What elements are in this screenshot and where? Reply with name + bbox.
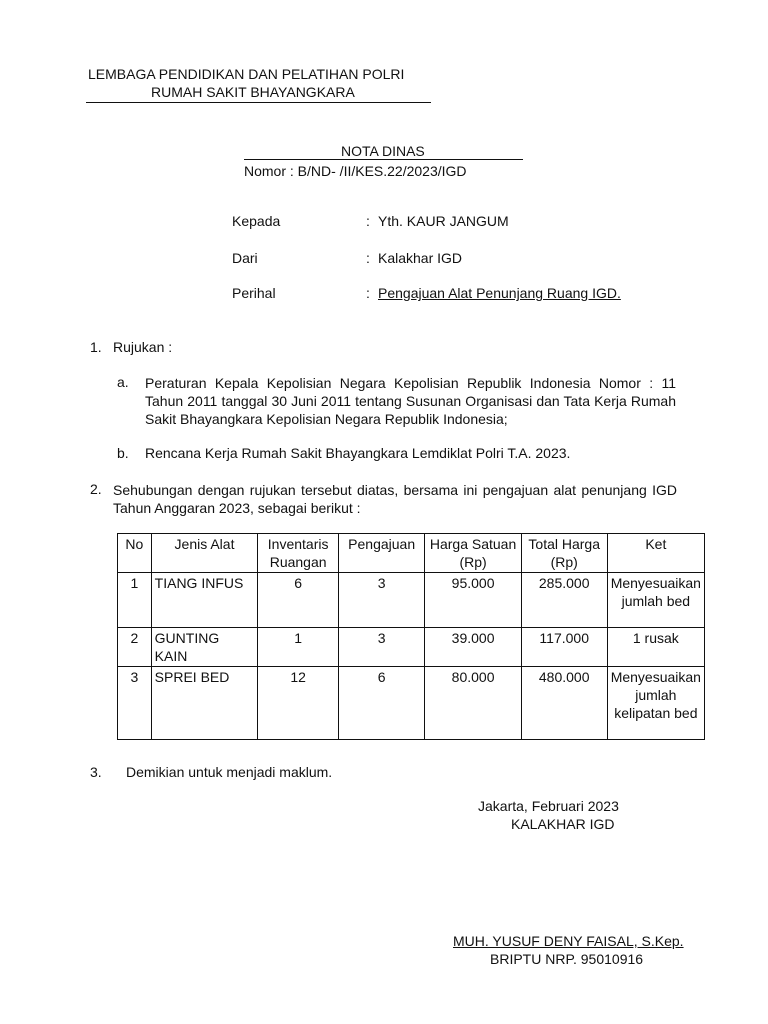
cell-request: 6 <box>338 667 425 740</box>
sender-colon: : <box>366 250 370 266</box>
signature-position: KALAKHAR IGD <box>511 816 615 832</box>
table-header-row <box>118 534 705 573</box>
cell-unit-price: 39.000 <box>425 628 521 667</box>
cell-request: 3 <box>338 573 425 628</box>
equipment-table <box>117 533 705 740</box>
document-number: Nomor : B/ND- /II/KES.22/2023/IGD <box>244 163 467 179</box>
header-underline <box>86 102 431 103</box>
cell-item: TIANG INFUS <box>151 573 258 628</box>
reference-a-letter: a. <box>117 374 129 390</box>
cell-inventory: 12 <box>258 667 339 740</box>
cell-inventory: 6 <box>258 573 339 628</box>
subject-value: Pengajuan Alat Penunjang Ruang IGD. <box>378 285 621 301</box>
table-row <box>118 667 705 740</box>
section3-number: 3. <box>90 764 102 780</box>
reference-a-text: Peraturan Kepala Kepolisian Negara Kepolisian Republik Indonesia Nomor : 11 Tahun 2011 tanggal 30 Juni 2011 tentang Susunan Organisasi dan Tata Kerja Rumah Sakit Bhayangkara Kepolisian Negara Republik Indonesia; <box>145 375 676 427</box>
section2-number: 2. <box>90 481 102 497</box>
sender-value: Kalakhar IGD <box>378 250 463 266</box>
sender-label: Dari <box>232 250 258 266</box>
table-row <box>118 573 705 628</box>
column-header-inventory: Inventaris Ruangan <box>258 534 339 573</box>
document-title: NOTA DINAS <box>341 143 425 159</box>
cell-total-price: 117.000 <box>521 628 607 667</box>
cell-inventory: 1 <box>258 628 339 667</box>
cell-no: 1 <box>118 573 152 628</box>
cell-no: 2 <box>118 628 152 667</box>
recipient-colon: : <box>366 213 370 229</box>
column-header-item: Jenis Alat <box>151 534 258 573</box>
subject-colon: : <box>366 285 370 301</box>
section3-text: Demikian untuk menjadi maklum. <box>126 764 333 780</box>
reference-b-text: Rencana Kerja Rumah Sakit Bhayangkara Lemdiklat Polri T.A. 2023. <box>145 445 571 461</box>
section1-number: 1. <box>90 339 102 355</box>
signatory-rank: BRIPTU NRP. 95010916 <box>490 951 644 967</box>
institution-name: LEMBAGA PENDIDIKAN DAN PELATIHAN POLRI <box>88 66 405 82</box>
column-header-notes: Ket <box>607 534 704 573</box>
cell-total-price: 480.000 <box>521 667 607 740</box>
signature-place-date: Jakarta, Februari 2023 <box>478 798 619 814</box>
title-underline <box>244 159 523 160</box>
column-header-total-price: Total Harga (Rp) <box>521 534 607 573</box>
cell-request: 3 <box>338 628 425 667</box>
reference-b-letter: b. <box>117 445 129 461</box>
recipient-label: Kepada <box>232 213 281 229</box>
column-header-request: Pengajuan <box>338 534 425 573</box>
cell-item: SPREI BED <box>151 667 258 740</box>
cell-notes: 1 rusak <box>607 628 704 667</box>
column-header-no: No <box>118 534 152 573</box>
section2-text: Sehubungan dengan rujukan tersebut diatas, bersama ini pengajuan alat penunjang IGD Tahun Anggaran 2023, sebagai berikut : <box>113 482 677 516</box>
signatory-name: MUH. YUSUF DENY FAISAL, S.Kep. <box>453 933 684 949</box>
subject-label: Perihal <box>232 285 276 301</box>
cell-item: GUNTING KAIN <box>151 628 258 667</box>
cell-notes: Menyesuaikan jumlah kelipatan bed <box>607 667 704 740</box>
cell-no: 3 <box>118 667 152 740</box>
table-row <box>118 628 705 667</box>
section1-title: Rujukan : <box>113 339 173 355</box>
recipient-value: Yth. KAUR JANGUM <box>378 213 509 229</box>
column-header-unit-price: Harga Satuan (Rp) <box>425 534 521 573</box>
hospital-name: RUMAH SAKIT BHAYANGKARA <box>151 84 355 100</box>
cell-total-price: 285.000 <box>521 573 607 628</box>
cell-notes: Menyesuaikan jumlah bed <box>607 573 704 628</box>
cell-unit-price: 80.000 <box>425 667 521 740</box>
cell-unit-price: 95.000 <box>425 573 521 628</box>
